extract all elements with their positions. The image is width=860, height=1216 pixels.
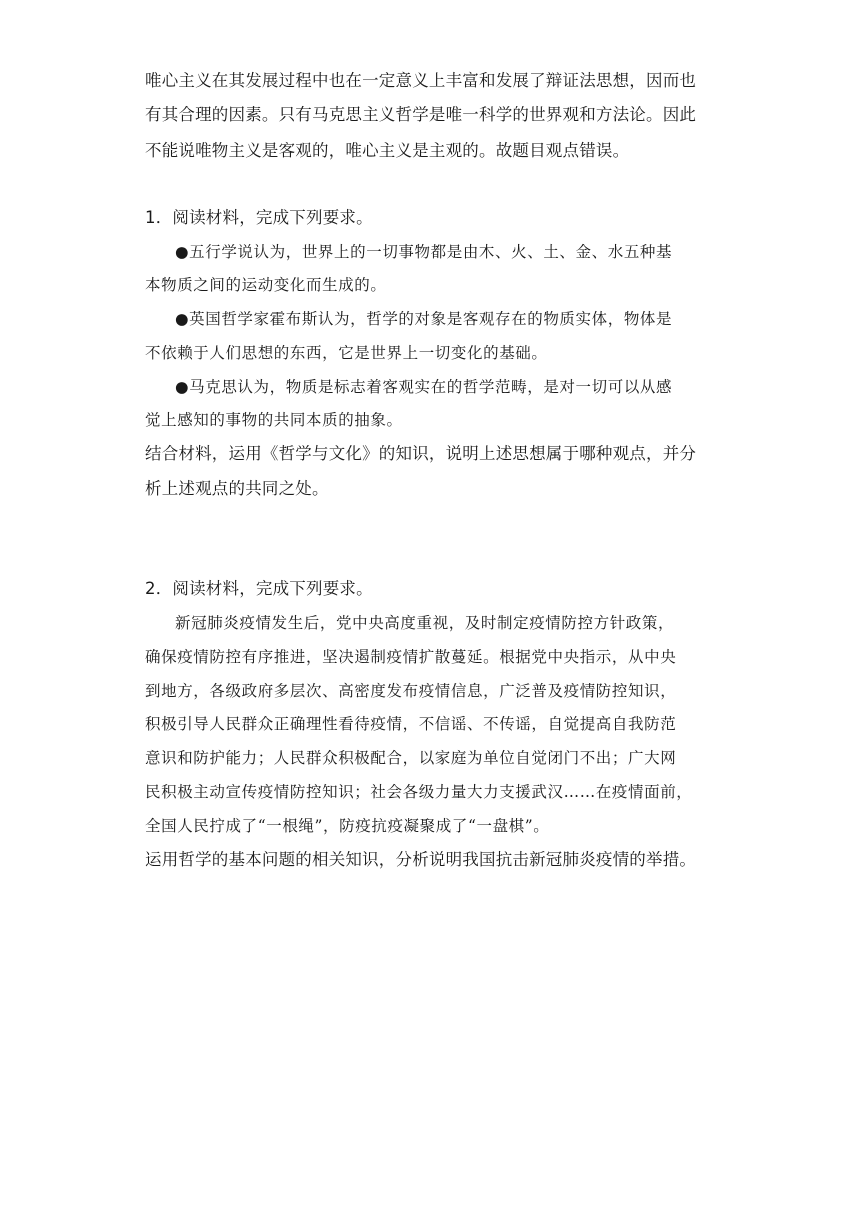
q2-material-line-6: 民积极主动宣传疫情防控知识；社会各级力量大力支援武汉……在疫情面前， [145, 783, 693, 801]
question-2-heading: 2．阅读材料，完成下列要求。 [145, 579, 373, 598]
q1-material-line-4: 不依赖于人们思想的东西，它是世界上一切变化的基础。 [145, 344, 548, 362]
q1-material-line-2: 本物质之间的运动变化而生成的。 [145, 276, 387, 294]
q1-task-line-2: 析上述观点的共同之处。 [145, 479, 329, 498]
q2-material-line-3: 到地方，各级政府多层次、高密度发布疫情信息，广泛普及疫情防控知识， [145, 682, 677, 700]
q2-material-line-2: 确保疫情防控有序推进，坚决遏制疫情扩散蔓延。根据党中央指示，从中央 [145, 648, 677, 666]
q1-material-line-6: 觉上感知的事物的共同本质的抽象。 [145, 411, 403, 429]
q1-material-line-1: ●五行学说认为，世界上的一切事物都是由木、火、土、金、水五种基 [175, 243, 673, 261]
intro-line-3: 不能说唯物主义是客观的，唯心主义是主观的。故题目观点错误。 [145, 141, 630, 160]
q2-material-line-5: 意识和防护能力；人民群众积极配合，以家庭为单位自觉闭门不出；广大网 [145, 749, 677, 767]
question-1-heading: 1．阅读材料，完成下列要求。 [145, 208, 373, 227]
q2-material-line-4: 积极引导人民群众正确理性看待疫情，不信谣、不传谣，自觉提高自我防范 [145, 715, 677, 733]
q2-material-line-1: 新冠肺炎疫情发生后，党中央高度重视，及时制定疫情防控方针政策， [175, 614, 675, 632]
intro-line-2: 有其合理的因素。只有马克思主义哲学是唯一科学的世界观和方法论。因此 [145, 105, 697, 124]
intro-line-1: 唯心主义在其发展过程中也在一定意义上丰富和发展了辩证法思想，因而也 [145, 71, 697, 90]
q2-task-line-1: 运用哲学的基本问题的相关知识，分析说明我国抗击新冠肺炎疫情的举措。 [145, 850, 697, 869]
q1-material-line-3: ●英国哲学家霍布斯认为，哲学的对象是客观存在的物质实体，物体是 [175, 310, 673, 328]
q1-material-line-5: ●马克思认为，物质是标志着客观实在的哲学范畴，是对一切可以从感 [175, 378, 673, 396]
q2-material-line-7: 全国人民拧成了“一根绳”，防疫抗疫凝聚成了“一盘棋”。 [145, 817, 550, 835]
q1-task-line-1: 结合材料，运用《哲学与文化》的知识，说明上述思想属于哪种观点，并分 [145, 444, 697, 463]
